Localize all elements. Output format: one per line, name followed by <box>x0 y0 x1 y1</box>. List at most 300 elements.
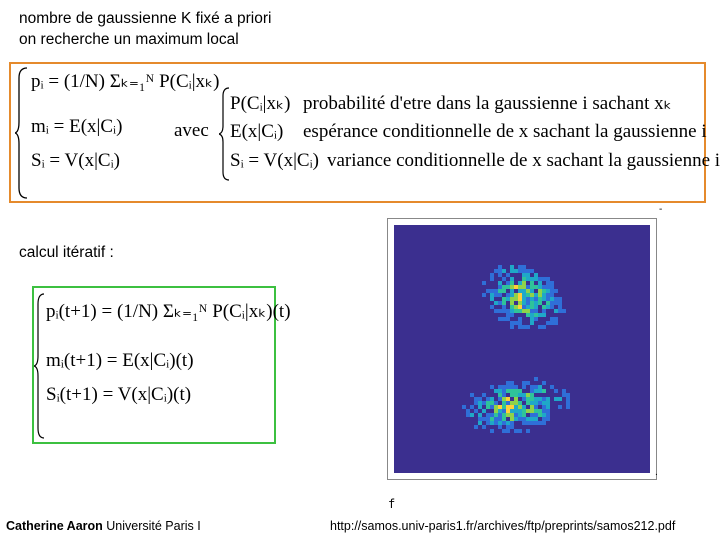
heatmap-cell <box>494 309 498 313</box>
heatmap-cell <box>514 309 518 313</box>
heatmap-cell <box>514 321 518 325</box>
heatmap-cell <box>550 305 554 309</box>
iteration-formula-box <box>32 286 291 444</box>
heatmap-cell <box>542 285 546 289</box>
heatmap-cell <box>534 417 538 421</box>
heatmap-cell <box>490 305 494 309</box>
heatmap-cell <box>490 297 494 301</box>
heatmap-cell <box>550 317 554 321</box>
heatmap-cell <box>530 409 534 413</box>
heatmap-cell <box>558 305 562 309</box>
heatmap-cell <box>502 317 506 321</box>
heatmap-cell <box>546 405 550 409</box>
heatmap-cell <box>534 317 538 321</box>
density-heatmap <box>394 225 650 473</box>
heatmap-cell <box>534 277 538 281</box>
heatmap-cell <box>494 289 498 293</box>
heatmap-cell <box>506 385 510 389</box>
heatmap-cell <box>538 421 542 425</box>
heatmap-cell <box>518 389 522 393</box>
iter-formula-s: Sᵢ(t+1) = V(x|Cᵢ)(t) <box>46 384 192 405</box>
main-formula-box <box>9 62 720 203</box>
heatmap-cell <box>530 405 534 409</box>
author-affiliation: Université Paris I <box>102 519 201 533</box>
iter-formula-p: pᵢ(t+1) = (1/N) Σₖ₌₁ᴺ P(Cᵢ|xₖ)(t) <box>46 301 291 322</box>
heatmap-cell <box>526 421 530 425</box>
heatmap-cell <box>502 409 506 413</box>
intro-line-2: on recherche un maximum local <box>19 31 239 48</box>
heatmap-cell <box>522 285 526 289</box>
heatmap-cell <box>518 317 522 321</box>
heatmap-cell <box>510 277 514 281</box>
heatmap-cell <box>542 289 546 293</box>
def2-text: espérance conditionnelle de x sachant la gaussienne i <box>303 121 707 142</box>
heatmap-cell <box>510 425 514 429</box>
heatmap-cell <box>526 393 530 397</box>
heatmap-cell <box>526 417 530 421</box>
heatmap-cell <box>534 401 538 405</box>
heatmap-cell <box>502 297 506 301</box>
heatmap-cell <box>522 273 526 277</box>
stray-dot: . <box>655 467 658 478</box>
heatmap-cell <box>518 321 522 325</box>
heatmap-cell <box>542 421 546 425</box>
heatmap-cell <box>498 425 502 429</box>
heatmap-cell <box>562 309 566 313</box>
heatmap-cell <box>530 321 534 325</box>
heatmap-cell <box>498 389 502 393</box>
heatmap-cell <box>502 429 506 433</box>
heatmap-cell <box>538 397 542 401</box>
footer-author <box>6 519 201 533</box>
heatmap-cell <box>534 397 538 401</box>
heatmap-cell <box>478 413 482 417</box>
heatmap-cell <box>494 413 498 417</box>
heatmap-cell <box>542 389 546 393</box>
heatmap-cell <box>498 421 502 425</box>
heatmap-cell <box>550 281 554 285</box>
heatmap-cell <box>502 393 506 397</box>
heatmap-cell <box>518 265 522 269</box>
heatmap-cell <box>542 297 546 301</box>
heatmap-cell <box>510 281 514 285</box>
heatmap-cell <box>478 417 482 421</box>
heatmap-cell <box>482 293 486 297</box>
heatmap-cell <box>526 285 530 289</box>
heatmap-cell <box>502 269 506 273</box>
heatmap-cell <box>498 405 502 409</box>
heatmap-cell <box>530 269 534 273</box>
heatmap-cell <box>566 405 570 409</box>
heatmap-cell <box>506 297 510 301</box>
heatmap-cell <box>474 397 478 401</box>
heatmap-cell <box>550 301 554 305</box>
heatmap-cell <box>530 297 534 301</box>
heatmap-cell <box>542 409 546 413</box>
heatmap-cell <box>534 293 538 297</box>
heatmap-cell <box>482 417 486 421</box>
heatmap-cell <box>518 405 522 409</box>
heatmap-cell <box>494 421 498 425</box>
heatmap-cell <box>486 405 490 409</box>
iteration-title: calcul itératif : <box>19 244 114 261</box>
heatmap-cell <box>510 305 514 309</box>
heatmap-cell <box>498 409 502 413</box>
heatmap-cell <box>518 325 522 329</box>
heatmap-cell <box>470 405 474 409</box>
heatmap-cell <box>482 281 486 285</box>
heatmap-cell <box>490 417 494 421</box>
heatmap-cell <box>498 385 502 389</box>
heatmap-cell <box>526 305 530 309</box>
heatmap-cell <box>474 409 478 413</box>
heatmap-cell <box>530 289 534 293</box>
heatmap-cell <box>518 293 522 297</box>
heatmap-cell <box>546 409 550 413</box>
heatmap-cell <box>510 301 514 305</box>
heatmap-cell <box>538 277 542 281</box>
heatmap-cell <box>526 289 530 293</box>
heatmap-cell <box>542 417 546 421</box>
heatmap-cell <box>482 425 486 429</box>
heatmap-cell <box>502 397 506 401</box>
heatmap-cell <box>510 409 514 413</box>
heatmap-cell <box>530 317 534 321</box>
iteration-brace-icon <box>34 292 46 440</box>
heatmap-cell <box>538 389 542 393</box>
heatmap-cell <box>502 305 506 309</box>
heatmap-cell <box>510 289 514 293</box>
heatmap-cell <box>518 281 522 285</box>
heatmap-cell <box>494 401 498 405</box>
heatmap-cell <box>478 421 482 425</box>
heatmap-cell <box>530 417 534 421</box>
heatmap-cell <box>502 301 506 305</box>
intro-line-1: nombre de gaussienne K fixé a priori <box>19 10 272 27</box>
heatmap-cell <box>554 309 558 313</box>
heatmap-cell <box>502 385 506 389</box>
heatmap-cell <box>542 277 546 281</box>
heatmap-cell <box>522 297 526 301</box>
heatmap-cell <box>514 269 518 273</box>
heatmap-cell <box>538 293 542 297</box>
heatmap-cell <box>506 293 510 297</box>
heatmap-cell <box>518 417 522 421</box>
heatmap-cell <box>534 273 538 277</box>
heatmap-cell <box>506 413 510 417</box>
heatmap-cell <box>478 397 482 401</box>
def3-lhs: Sᵢ = V(x|Cᵢ) <box>230 150 320 171</box>
heatmap-cell <box>514 293 518 297</box>
heatmap-cell <box>526 325 530 329</box>
heatmap-cell <box>554 321 558 325</box>
def2-lhs: E(x|Cᵢ) <box>230 121 284 142</box>
heatmap-cell <box>550 297 554 301</box>
heatmap-cell <box>526 293 530 297</box>
heatmap-cell <box>506 285 510 289</box>
heatmap-cell <box>494 269 498 273</box>
heatmap-cell <box>510 413 514 417</box>
heatmap-cell <box>506 405 510 409</box>
heatmap-cell <box>534 385 538 389</box>
heatmap-cell <box>538 401 542 405</box>
heatmap-cell <box>502 401 506 405</box>
heatmap-cell <box>554 289 558 293</box>
heatmap-cell <box>550 289 554 293</box>
heatmap-cell <box>522 417 526 421</box>
heatmap-cell <box>506 309 510 313</box>
heatmap-cell <box>546 297 550 301</box>
heatmap-cell <box>530 281 534 285</box>
heatmap-cell <box>558 397 562 401</box>
heatmap-cell <box>514 385 518 389</box>
heatmap-cell <box>538 289 542 293</box>
heatmap-cell <box>542 325 546 329</box>
heatmap-cell <box>482 401 486 405</box>
heatmap-cell <box>498 317 502 321</box>
heatmap-cell <box>470 413 474 417</box>
heatmap-cell <box>538 313 542 317</box>
heatmap-cell <box>546 301 550 305</box>
heatmap-cell <box>518 393 522 397</box>
heatmap-cell <box>506 317 510 321</box>
heatmap-cell <box>502 421 506 425</box>
heatmap-cell <box>534 285 538 289</box>
heatmap-cell <box>510 325 514 329</box>
heatmap-cell <box>502 389 506 393</box>
heatmap-cell <box>566 393 570 397</box>
avec-label: avec <box>174 120 209 141</box>
heatmap-cell <box>470 393 474 397</box>
heatmap-cell <box>542 309 546 313</box>
heatmap-cell <box>498 265 502 269</box>
heatmap-cell <box>494 409 498 413</box>
heatmap-cell <box>534 305 538 309</box>
heatmap-cell <box>482 393 486 397</box>
heatmap-cell <box>498 281 502 285</box>
heatmap-cell <box>534 313 538 317</box>
heatmap-cell <box>514 409 518 413</box>
heatmap-cell <box>478 405 482 409</box>
heatmap-cell <box>502 405 506 409</box>
heatmap-cell <box>490 413 494 417</box>
formula-p: pᵢ = (1/N) Σₖ₌₁ᴺ P(Cᵢ|xₖ) <box>31 71 220 92</box>
heatmap-cell <box>506 389 510 393</box>
footer-url[interactable]: http://samos.univ-paris1.fr/archives/ftp/preprints/samos212.pdf <box>330 519 676 533</box>
heatmap-cell <box>494 405 498 409</box>
heatmap-cell <box>542 401 546 405</box>
heatmap-cell <box>542 293 546 297</box>
def3-text: variance conditionnelle de x sachant la gaussienne i <box>327 150 720 171</box>
heatmap-cell <box>518 285 522 289</box>
heatmap-cell <box>554 389 558 393</box>
heatmap-cell <box>506 429 510 433</box>
heatmap-cell <box>534 377 538 381</box>
heatmap-cell <box>538 281 542 285</box>
heatmap-cell <box>554 297 558 301</box>
heatmap-cell <box>510 297 514 301</box>
heatmap-cell <box>554 317 558 321</box>
heatmap-cell <box>566 401 570 405</box>
formula-s: Sᵢ = V(x|Cᵢ) <box>31 150 121 171</box>
heatmap-cell <box>518 413 522 417</box>
heatmap-cell <box>538 285 542 289</box>
heatmap-cell <box>486 421 490 425</box>
heatmap-cell <box>538 385 542 389</box>
heatmap-cell <box>490 385 494 389</box>
heatmap-cell <box>502 417 506 421</box>
heatmap-cell <box>534 413 538 417</box>
heatmap-cell <box>514 397 518 401</box>
heatmap-cell <box>526 401 530 405</box>
heatmap-cell <box>490 293 494 297</box>
heatmap-cell <box>490 405 494 409</box>
heatmap-cell <box>502 285 506 289</box>
heatmap-cell <box>510 313 514 317</box>
heatmap-cell <box>530 313 534 317</box>
heatmap-cell <box>542 397 546 401</box>
heatmap-cell <box>510 381 514 385</box>
heatmap-cell <box>538 297 542 301</box>
heatmap-cell <box>514 429 518 433</box>
heatmap-cell <box>466 413 470 417</box>
heatmap-cell <box>514 405 518 409</box>
heatmap-cell <box>526 273 530 277</box>
heatmap-cell <box>498 273 502 277</box>
heatmap-cell <box>514 297 518 301</box>
heatmap-cell <box>562 389 566 393</box>
heatmap-cell <box>522 305 526 309</box>
heatmap-cell <box>522 413 526 417</box>
heatmap-cell <box>506 401 510 405</box>
heatmap-cell <box>566 397 570 401</box>
heatmap-cell <box>558 309 562 313</box>
heatmap-cell <box>490 273 494 277</box>
stray-f-mark: f <box>388 497 396 511</box>
heatmap-cell <box>514 417 518 421</box>
heatmap-cell <box>530 293 534 297</box>
heatmap-cell <box>522 421 526 425</box>
heatmap-background <box>394 225 650 473</box>
heatmap-cell <box>558 297 562 301</box>
heatmap-cell <box>530 301 534 305</box>
heatmap-cell <box>526 313 530 317</box>
heatmap-cell <box>538 301 542 305</box>
heatmap-cell <box>494 389 498 393</box>
heatmap-cell <box>546 277 550 281</box>
intro-text <box>19 8 271 50</box>
heatmap-cell <box>562 393 566 397</box>
heatmap-cell <box>490 401 494 405</box>
heatmap-cell <box>506 425 510 429</box>
heatmap-cell <box>526 269 530 273</box>
heatmap-cell <box>534 421 538 425</box>
heatmap-cell <box>502 309 506 313</box>
heatmap-cell <box>526 429 530 433</box>
heatmap-cell <box>510 417 514 421</box>
heatmap-cell <box>474 401 478 405</box>
density-heatmap-frame <box>387 218 657 480</box>
heatmap-cell <box>522 269 526 273</box>
heatmap-cell <box>474 425 478 429</box>
heatmap-cell <box>498 413 502 417</box>
heatmap-cell <box>510 421 514 425</box>
heatmap-cell <box>530 401 534 405</box>
heatmap-cell <box>550 293 554 297</box>
heatmap-cell <box>514 305 518 309</box>
heatmap-cell <box>522 405 526 409</box>
heatmap-cell <box>526 409 530 413</box>
heatmap-cell <box>542 413 546 417</box>
heatmap-cell <box>538 413 542 417</box>
heatmap-cell <box>510 321 514 325</box>
heatmap-cell <box>542 381 546 385</box>
heatmap-cell <box>466 409 470 413</box>
heatmap-cell <box>522 277 526 281</box>
heatmap-cell <box>546 321 550 325</box>
heatmap-cell <box>546 289 550 293</box>
heatmap-cell <box>546 281 550 285</box>
heatmap-cell <box>534 389 538 393</box>
heatmap-cell <box>498 301 502 305</box>
heatmap-cell <box>534 301 538 305</box>
heatmap-cell <box>522 325 526 329</box>
heatmap-cell <box>546 413 550 417</box>
heatmap-cell <box>478 401 482 405</box>
heatmap-cell <box>546 401 550 405</box>
heatmap-cell <box>522 289 526 293</box>
heatmap-cell <box>526 381 530 385</box>
heatmap-cell <box>514 389 518 393</box>
heatmap-cell <box>542 305 546 309</box>
heatmap-cell <box>514 285 518 289</box>
heatmap-cell <box>550 285 554 289</box>
heatmap-cell <box>486 289 490 293</box>
heatmap-cell <box>510 285 514 289</box>
heatmap-cell <box>510 293 514 297</box>
heatmap-cell <box>506 381 510 385</box>
heatmap-cell <box>510 309 514 313</box>
heatmap-cell <box>546 397 550 401</box>
heatmap-cell <box>518 409 522 413</box>
heatmap-cell <box>510 385 514 389</box>
heatmap-cell <box>498 285 502 289</box>
heatmap-cell <box>526 297 530 301</box>
heatmap-cell <box>506 281 510 285</box>
iter-formula-m: mᵢ(t+1) = E(x|Cᵢ)(t) <box>46 350 194 371</box>
formula-m: mᵢ = E(x|Cᵢ) <box>31 116 123 137</box>
heatmap-cell <box>518 305 522 309</box>
heatmap-cell <box>514 393 518 397</box>
heatmap-cell <box>530 421 534 425</box>
heatmap-cell <box>546 417 550 421</box>
heatmap-cell <box>530 285 534 289</box>
heatmap-cell <box>554 397 558 401</box>
heatmap-cell <box>518 309 522 313</box>
heatmap-cell <box>486 397 490 401</box>
heatmap-cell <box>546 285 550 289</box>
heatmap-cell <box>498 309 502 313</box>
left-brace-icon <box>15 66 29 200</box>
heatmap-cell <box>490 397 494 401</box>
heatmap-cell <box>522 281 526 285</box>
heatmap-cell <box>510 405 514 409</box>
heatmap-cell <box>494 293 498 297</box>
heatmap-cell <box>498 293 502 297</box>
heatmap-cell <box>522 397 526 401</box>
heatmap-cell <box>510 265 514 269</box>
heatmap-cell <box>534 409 538 413</box>
